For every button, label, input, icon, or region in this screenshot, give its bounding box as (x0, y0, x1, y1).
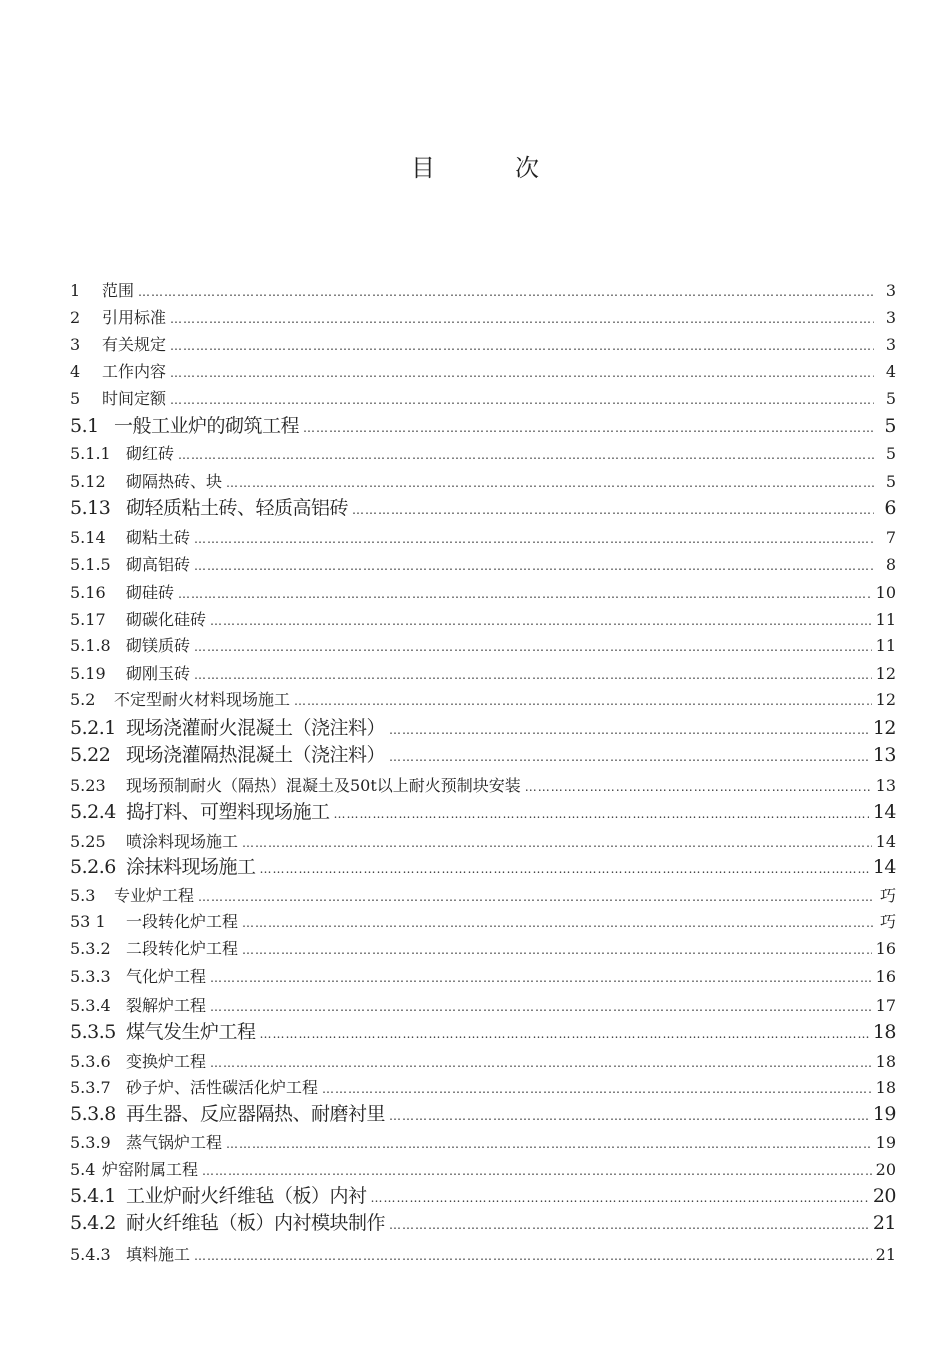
dot-leader (226, 476, 874, 490)
toc-entry-number: 5.25 (70, 832, 106, 851)
toc-entry-label: 现场浇灌隔热混凝土（浇注料） (126, 744, 386, 766)
toc-entry-page: 12 (875, 690, 896, 709)
page-title (0, 148, 950, 183)
toc-entry-number: 5.1.1 (70, 444, 111, 463)
toc-entry-label: 有关规定 (102, 335, 167, 354)
toc-entry-number: 5.2.1 (70, 717, 116, 739)
toc-entry-number: 3 (70, 335, 81, 354)
dot-leader (294, 694, 872, 708)
toc-entry[interactable] (70, 1208, 896, 1235)
toc-entry-page: 10 (875, 583, 896, 602)
dot-leader (303, 421, 874, 435)
toc-entry[interactable] (70, 525, 896, 548)
toc-entry-number: 5.3.2 (70, 939, 111, 958)
dot-leader (242, 916, 874, 930)
dot-leader (322, 1082, 872, 1096)
toc-entry-label: 专业炉工程 (114, 886, 195, 905)
dot-leader (170, 393, 874, 407)
toc-entry-page: 11 (875, 610, 896, 629)
toc-entry-number: 5.3.4 (70, 996, 111, 1015)
toc-entry-label: 砌红砖 (126, 444, 175, 463)
dot-leader (198, 890, 874, 904)
dot-leader (194, 668, 872, 682)
toc-entry-number: 5.4.3 (70, 1245, 111, 1264)
toc-entry-number: 4 (70, 362, 81, 381)
title-char-right: 次 (515, 154, 539, 182)
toc-entry-label: 裂解炉工程 (126, 996, 207, 1015)
toc-entry-page: 5 (885, 444, 896, 463)
toc-entry-number: 5.3.3 (70, 967, 111, 986)
toc-entry-page: 20 (872, 1185, 896, 1207)
dot-leader (334, 807, 869, 821)
dot-leader (194, 532, 874, 546)
dot-leader (389, 1218, 869, 1232)
toc-entry-label: 砌隔热砖、块 (126, 472, 223, 491)
toc-entry-label: 砌硅砖 (126, 583, 175, 602)
toc-entry[interactable] (70, 278, 896, 301)
toc-entry-label: 砌碳化硅砖 (126, 610, 207, 629)
toc-entry[interactable] (70, 386, 896, 409)
toc-entry-label: 引用标准 (102, 308, 167, 327)
toc-entry-page: 18 (875, 1052, 896, 1071)
toc-entry-page: 5 (885, 389, 896, 408)
toc-entry[interactable] (70, 687, 896, 710)
toc-entry-number: 5.4 (70, 1160, 96, 1179)
toc-entry[interactable] (70, 797, 896, 824)
toc-entry-label: 蒸气锅炉工程 (126, 1133, 223, 1152)
dot-leader (194, 559, 874, 573)
toc-entry[interactable] (70, 441, 896, 464)
toc-entry[interactable] (70, 493, 896, 520)
toc-entry[interactable] (70, 852, 896, 879)
toc-entry-label: 填料施工 (126, 1245, 191, 1264)
toc-entry-page: 巧 (879, 886, 896, 905)
toc-entry[interactable] (70, 740, 896, 767)
toc-entry-number: 5.3 (70, 886, 96, 905)
toc-entry-number: 5.4.1 (70, 1185, 116, 1207)
toc-entry-label: 砌刚玉砖 (126, 664, 191, 683)
toc-entry-number: 5.13 (70, 497, 111, 519)
toc-entry-label: 气化炉工程 (126, 967, 207, 986)
toc-entry-page: 18 (872, 1021, 896, 1043)
dot-leader (138, 285, 874, 299)
toc-entry-page: 3 (885, 281, 896, 300)
toc-entry-number: 5.3.7 (70, 1078, 111, 1097)
toc-entry[interactable] (70, 909, 896, 932)
toc-entry-label: 工作内容 (102, 362, 167, 381)
toc-entry-label: 现场浇灌耐火混凝土（浇注料） (126, 717, 386, 739)
toc-entry[interactable] (70, 1242, 896, 1265)
toc-entry-number: 5.3.9 (70, 1133, 111, 1152)
toc-entry-page: 18 (875, 1078, 896, 1097)
toc-entry-page: 13 (875, 776, 896, 795)
toc-entry-label: 砌镁质砖 (126, 636, 191, 655)
toc-entry-page: 4 (885, 362, 896, 381)
toc-entry-label: 煤气发生炉工程 (126, 1021, 256, 1043)
toc-entry-label: 不定型耐火材料现场施工 (114, 690, 291, 709)
toc-entry-page: 14 (872, 856, 896, 878)
dot-leader (210, 1000, 872, 1014)
toc-entry[interactable] (70, 1049, 896, 1072)
dot-leader (260, 1027, 869, 1041)
dot-leader (178, 587, 872, 601)
toc-entry[interactable] (70, 633, 896, 656)
toc-entry[interactable] (70, 964, 896, 987)
toc-entry-label: 时间定额 (102, 389, 167, 408)
toc-entry-page: 6 (884, 497, 896, 519)
toc-entry[interactable] (70, 829, 896, 852)
toc-entry-number: 5.3.5 (70, 1021, 116, 1043)
toc-entry-label: 砌高铝砖 (126, 555, 191, 574)
toc-entry-number: 5.12 (70, 472, 106, 491)
toc-entry[interactable] (70, 993, 896, 1016)
toc-entry[interactable] (70, 1130, 896, 1153)
dot-leader (210, 614, 872, 628)
toc-entry-number: 5.3.6 (70, 1052, 111, 1071)
toc-entry-page: 19 (872, 1103, 896, 1125)
toc-entry-number: 5.22 (70, 744, 111, 766)
toc-entry[interactable] (70, 1099, 896, 1126)
toc-entry-page: 19 (875, 1133, 896, 1152)
toc-entry-page: 14 (872, 801, 896, 823)
toc-entry-number: 5.23 (70, 776, 106, 795)
toc-entry-label: 现场预制耐火（隔热）混凝土及50t以上耐火预制块安装 (126, 776, 521, 795)
dot-leader (170, 312, 874, 326)
toc-entry-number: 5.2.4 (70, 801, 116, 823)
dot-leader (352, 503, 874, 517)
dot-leader (210, 1056, 872, 1070)
toc-entry-label: 再生器、反应器隔热、耐磨衬里 (126, 1103, 386, 1125)
toc-entry[interactable] (70, 1157, 896, 1180)
toc-entry-label: 涂抹料现场施工 (126, 856, 256, 878)
toc-entry-page: 17 (875, 996, 896, 1015)
toc-entry-label: 范围 (102, 281, 135, 300)
toc-entry-label: 捣打料、可塑料现场施工 (126, 801, 330, 823)
dot-leader (242, 943, 872, 957)
dot-leader (202, 1164, 872, 1178)
toc-entry-label: 砌轻质粘土砖、轻质高铝砖 (126, 497, 349, 519)
toc-entry[interactable] (70, 332, 896, 355)
toc-entry[interactable] (70, 359, 896, 382)
toc-entry-page: 5 (885, 472, 896, 491)
toc-entry-number: 5.3.8 (70, 1103, 116, 1125)
toc-entry-label: 砂子炉、活性碳活化炉工程 (126, 1078, 319, 1097)
dot-leader (170, 339, 874, 353)
toc-entry[interactable] (70, 607, 896, 630)
toc-entry-page: 8 (885, 555, 896, 574)
toc-entry-number: 5.14 (70, 528, 106, 547)
toc-entry-page: 3 (885, 308, 896, 327)
toc-entry[interactable] (70, 1075, 896, 1098)
toc-entry-page: 11 (875, 636, 896, 655)
toc-entry-label: 炉窑附属工程 (102, 1160, 199, 1179)
toc-entry[interactable] (70, 1017, 896, 1044)
toc-entry-number: 5.17 (70, 610, 106, 629)
toc-entry-number: 5.1.8 (70, 636, 111, 655)
toc-entry-page: 12 (872, 717, 896, 739)
toc-entry-number: 5.19 (70, 664, 106, 683)
toc-entry[interactable] (70, 580, 896, 603)
toc-entry-number: 5.1 (70, 415, 99, 437)
toc-entry-number: 5.1.5 (70, 555, 111, 574)
toc-entry-number: 5 (70, 389, 81, 408)
toc-entry-page: 20 (875, 1160, 896, 1179)
toc-entry-label: 一般工业炉的砌筑工程 (114, 415, 300, 437)
toc-entry-number: 53 1 (70, 912, 106, 931)
toc-entry-page: 21 (875, 1245, 896, 1264)
toc-entry-number: 5.2 (70, 690, 96, 709)
toc-entry-label: 工业炉耐火纤维毡（板）内衬 (126, 1185, 367, 1207)
dot-leader (389, 750, 869, 764)
toc-entry[interactable] (70, 713, 896, 740)
toc-entry-page: 3 (885, 335, 896, 354)
toc-entry-label: 砌粘土砖 (126, 528, 191, 547)
toc-entry[interactable] (70, 1181, 896, 1208)
toc-entry-page: 7 (885, 528, 896, 547)
toc-entry[interactable] (70, 469, 896, 492)
toc-entry-number: 5.16 (70, 583, 106, 602)
toc-entry-page: 巧 (879, 912, 896, 931)
dot-leader (389, 1109, 869, 1123)
toc-entry-number: 1 (70, 281, 81, 300)
dot-leader (242, 836, 872, 850)
toc-entry-label: 喷涂料现场施工 (126, 832, 239, 851)
dot-leader (178, 448, 874, 462)
toc-entry[interactable] (70, 661, 896, 684)
dot-leader (371, 1191, 869, 1205)
toc-entry[interactable] (70, 773, 896, 796)
toc-entry-label: 一段转化炉工程 (126, 912, 239, 931)
toc-entry[interactable] (70, 305, 896, 328)
dot-leader (525, 780, 872, 794)
toc-entry[interactable] (70, 411, 896, 438)
toc-entry-label: 二段转化炉工程 (126, 939, 239, 958)
toc-entry-label: 变换炉工程 (126, 1052, 207, 1071)
dot-leader (210, 971, 872, 985)
dot-leader (226, 1137, 872, 1151)
toc-entry[interactable] (70, 936, 896, 959)
toc-entry-label: 耐火纤维毡（板）内衬模块制作 (126, 1212, 386, 1234)
dot-leader (260, 862, 869, 876)
title-char-left: 目 (411, 154, 435, 182)
toc-entry-number: 5.4.2 (70, 1212, 116, 1234)
toc-entry-page: 16 (875, 967, 896, 986)
toc-entry-number: 2 (70, 308, 81, 327)
toc-entry[interactable] (70, 883, 896, 906)
toc-entry-page: 13 (872, 744, 896, 766)
dot-leader (170, 366, 874, 380)
toc-entry-page: 16 (875, 939, 896, 958)
dot-leader (194, 1249, 872, 1263)
toc-entry-page: 14 (875, 832, 896, 851)
toc-entry-number: 5.2.6 (70, 856, 116, 878)
toc-entry-page: 5 (884, 415, 896, 437)
toc-entry-page: 21 (872, 1212, 896, 1234)
toc-entry-page: 12 (875, 664, 896, 683)
dot-leader (389, 723, 869, 737)
toc-entry[interactable] (70, 552, 896, 575)
dot-leader (194, 640, 872, 654)
